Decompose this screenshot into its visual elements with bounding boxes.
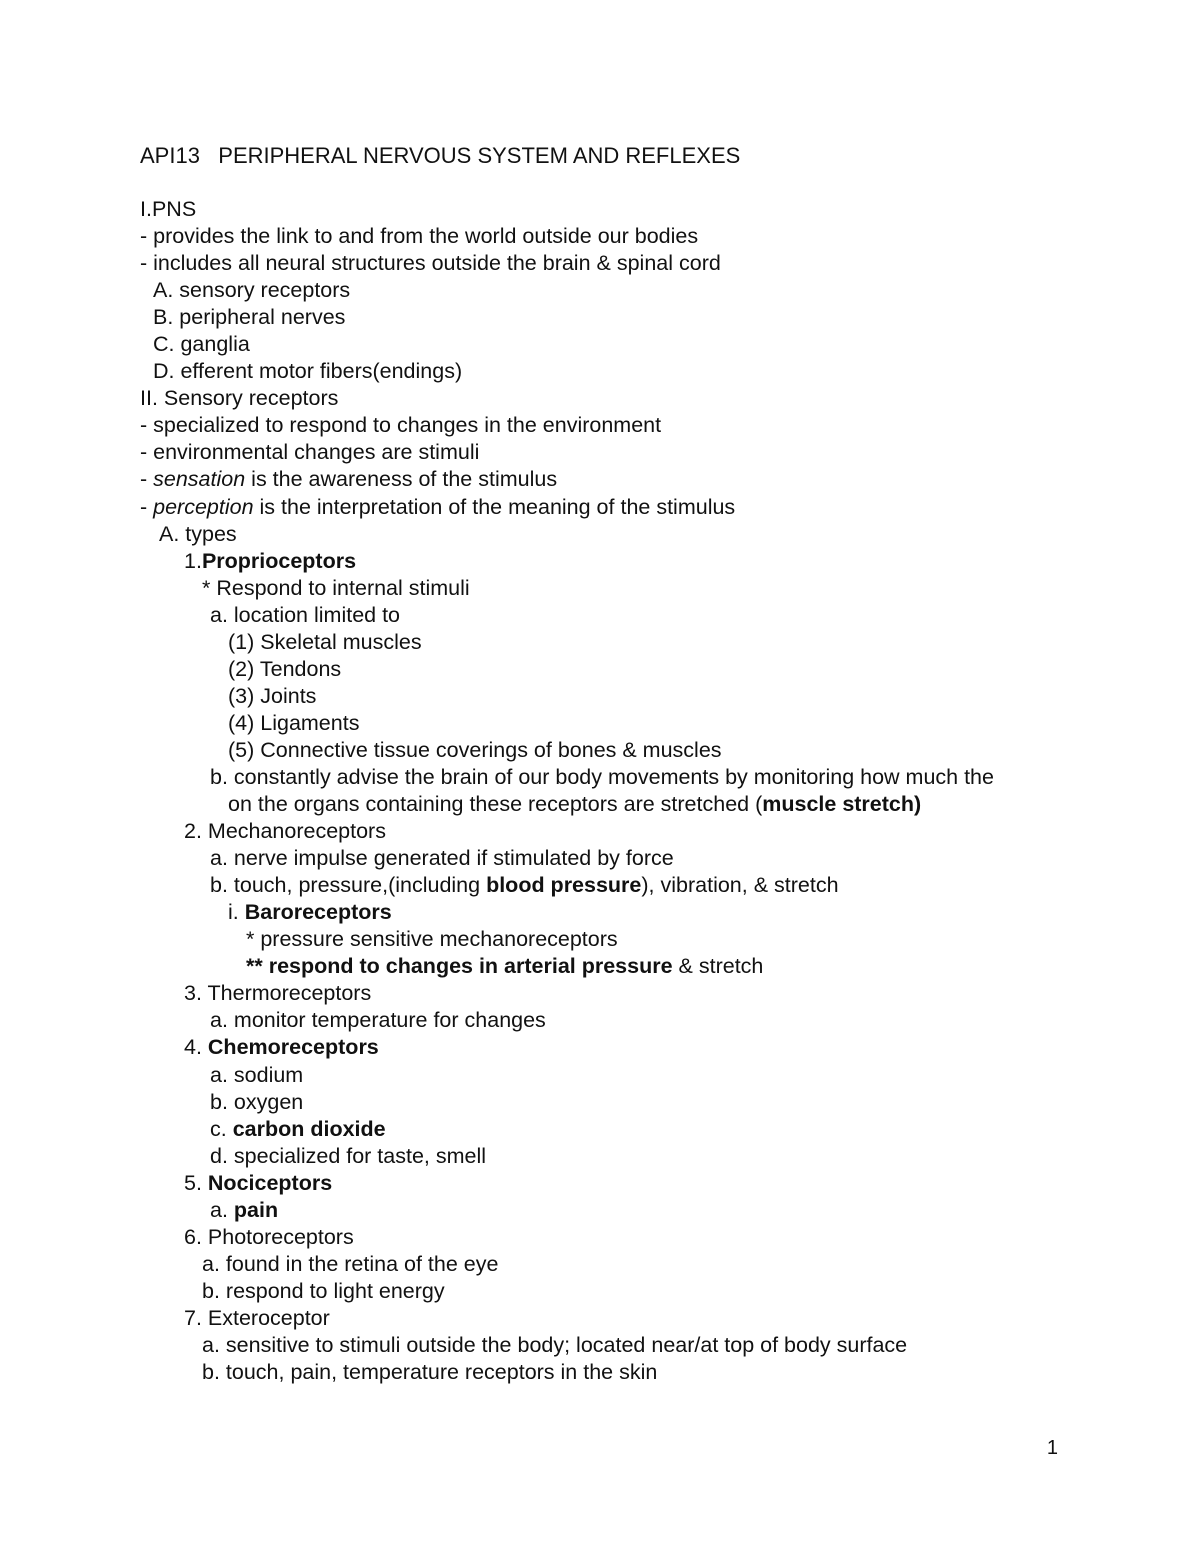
- outline-line: [140, 304, 994, 331]
- line-text: c.: [210, 1116, 233, 1141]
- outline-line: [140, 277, 994, 304]
- line-text: (5) Connective tissue coverings of bones & muscles: [228, 737, 722, 762]
- line-text: - includes all neural structures outside the brain & spinal cord: [140, 251, 721, 276]
- outline-line: [140, 331, 994, 358]
- bold-text: ** respond to changes in arterial pressure: [246, 954, 673, 979]
- outline-line: [140, 737, 994, 764]
- line-text: is the interpretation of the meaning of the stimulus: [253, 494, 736, 519]
- line-text: B. peripheral nerves: [153, 305, 346, 330]
- outline-line: [140, 1007, 994, 1034]
- line-text: a. found in the retina of the eye: [202, 1251, 499, 1276]
- line-text: II. Sensory receptors: [140, 386, 339, 411]
- italic-text: sensation: [153, 467, 246, 492]
- outline-line: [140, 1278, 994, 1305]
- outline-line: [140, 629, 994, 656]
- line-text: a. location limited to: [210, 602, 401, 627]
- outline-line: [140, 250, 994, 277]
- italic-text: perception: [153, 494, 254, 519]
- line-text: I.PNS: [140, 197, 197, 221]
- line-text: -: [140, 494, 154, 519]
- outline-line: [140, 953, 994, 980]
- outline-line: [140, 1116, 994, 1143]
- line-text: 6. Photoreceptors: [184, 1224, 354, 1249]
- line-text: - specialized to respond to changes in the environment: [140, 413, 662, 438]
- line-text: on the organs containing these receptors are stretched (: [228, 792, 763, 817]
- outline-line: [140, 1034, 994, 1061]
- bold-text: Nociceptors: [207, 1170, 333, 1195]
- line-text: (1) Skeletal muscles: [228, 629, 422, 654]
- outline-line: [140, 1251, 994, 1278]
- line-text: 2. Mechanoreceptors: [184, 819, 386, 844]
- line-text: -: [140, 467, 154, 492]
- outline-line: [140, 548, 994, 575]
- line-text: 5.: [184, 1170, 208, 1195]
- outline-line: [140, 494, 994, 521]
- outline-line: [140, 683, 994, 710]
- outline-line: [140, 980, 994, 1007]
- outline-line: [140, 791, 994, 818]
- line-text: * pressure sensitive mechanoreceptors: [246, 927, 618, 952]
- line-text: A. sensory receptors: [153, 278, 351, 303]
- line-text: A. types: [159, 521, 237, 546]
- line-text: & stretch: [672, 954, 764, 979]
- line-text: 1.: [184, 548, 202, 573]
- line-text: (4) Ligaments: [228, 710, 360, 735]
- outline-line: [140, 764, 994, 791]
- outline-line: [140, 710, 994, 737]
- line-text: (2) Tendons: [228, 656, 342, 681]
- line-text: a. nerve impulse generated if stimulated by force: [210, 846, 674, 871]
- outline-line: [140, 196, 994, 223]
- outline-body: [140, 196, 994, 1386]
- outline-line: [140, 385, 994, 412]
- outline-line: [140, 1197, 994, 1224]
- line-text: D. efferent motor fibers(endings): [153, 359, 463, 384]
- line-text: b. respond to light energy: [202, 1278, 445, 1303]
- outline-line: [140, 1089, 994, 1116]
- line-text: a.: [210, 1197, 234, 1222]
- line-text: C. ganglia: [153, 332, 250, 357]
- line-text: 7. Exteroceptor: [184, 1305, 330, 1330]
- bold-text: Chemoreceptors: [207, 1035, 379, 1060]
- line-text: - environmental changes are stimuli: [140, 440, 480, 465]
- line-text: - provides the link to and from the world outside our bodies: [140, 224, 699, 249]
- outline-line: [140, 845, 994, 872]
- outline-line: [140, 223, 994, 250]
- line-text: i.: [228, 900, 245, 925]
- line-text: d. specialized for taste, smell: [210, 1143, 487, 1168]
- line-text: a. sodium: [210, 1062, 304, 1087]
- line-text: a. sensitive to stimuli outside the body; located near/at top of body surface: [202, 1332, 908, 1357]
- line-text: * Respond to internal stimuli: [202, 575, 470, 600]
- outline-line: [140, 521, 994, 548]
- outline-line: [140, 412, 994, 439]
- outline-line: [140, 602, 994, 629]
- line-text: a. monitor temperature for changes: [210, 1008, 546, 1033]
- line-text: b. constantly advise the brain of our body movements by monitoring how much the: [210, 764, 994, 789]
- outline-line: [140, 466, 994, 493]
- outline-line: [140, 818, 994, 845]
- outline-line: [140, 1224, 994, 1251]
- line-text: 3. Thermoreceptors: [184, 981, 372, 1006]
- line-text: b. touch, pressure,(including: [210, 873, 487, 898]
- line-text: b. touch, pain, temperature receptors in the skin: [202, 1360, 658, 1385]
- outline-line: [140, 1305, 994, 1332]
- bold-text: Baroreceptors: [244, 900, 392, 925]
- outline-line: [140, 1332, 994, 1359]
- bold-text: pain: [233, 1197, 279, 1222]
- line-text: ), vibration, & stretch: [641, 873, 839, 898]
- outline-line: [140, 656, 994, 683]
- outline-line: [140, 1170, 994, 1197]
- outline-line: [140, 358, 994, 385]
- bold-text: carbon dioxide: [232, 1116, 386, 1141]
- document-title: API13 PERIPHERAL NERVOUS SYSTEM AND REFLEXES: [140, 143, 741, 168]
- line-text: b. oxygen: [210, 1089, 304, 1114]
- outline-line: [140, 872, 994, 899]
- page-number: 1: [1046, 1437, 1058, 1459]
- line-text: is the awareness of the stimulus: [245, 467, 558, 492]
- outline-line: [140, 926, 994, 953]
- bold-text: Proprioceptors: [201, 548, 357, 573]
- bold-text: muscle stretch): [762, 792, 922, 817]
- bold-text: blood pressure: [486, 873, 642, 898]
- line-text: (3) Joints: [228, 683, 317, 708]
- outline-line: [140, 1062, 994, 1089]
- outline-line: [140, 1143, 994, 1170]
- outline-line: [140, 439, 994, 466]
- outline-line: [140, 1359, 994, 1386]
- outline-line: [140, 899, 994, 926]
- line-text: 4.: [184, 1035, 208, 1060]
- outline-line: [140, 575, 994, 602]
